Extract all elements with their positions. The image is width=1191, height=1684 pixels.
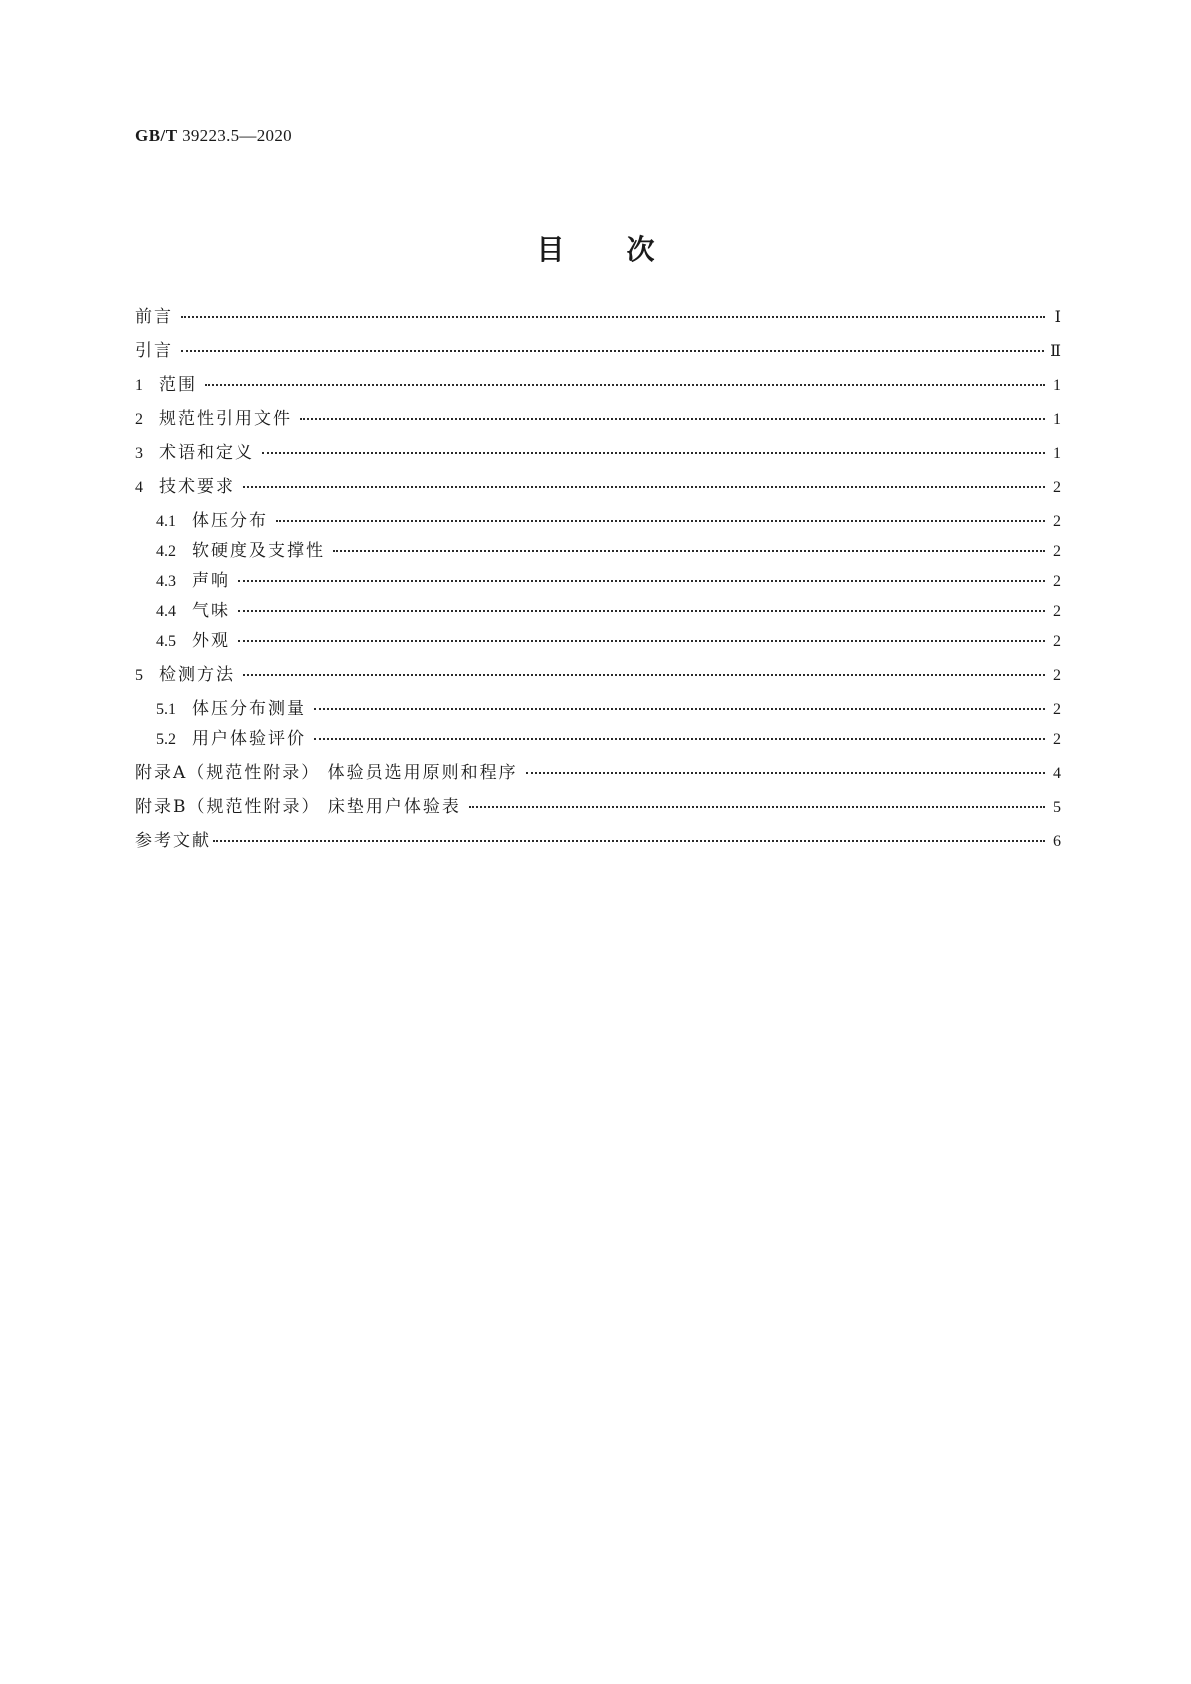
toc-entry-label: 前言 — [135, 307, 173, 327]
toc-leader-dots — [276, 518, 1045, 522]
toc-entry-5[interactable] — [135, 663, 1061, 687]
toc-leader-dots — [314, 706, 1045, 710]
toc-entry-page: Ⅱ — [1050, 343, 1061, 360]
toc-entry-number: 4.1 — [156, 513, 176, 530]
toc-entry-4-5[interactable] — [156, 629, 1061, 653]
toc-entry-number: 2 — [135, 411, 143, 428]
toc-entry-number: 4.3 — [156, 573, 176, 590]
toc-entry-label: 气味 — [192, 601, 230, 621]
toc-entry-5-2[interactable] — [156, 727, 1061, 751]
toc-entry-page: 2 — [1053, 513, 1061, 530]
toc-entry-label: 技术要求 — [159, 477, 235, 497]
toc-leader-dots — [238, 608, 1045, 612]
toc-entry-annex-a[interactable] — [135, 761, 1061, 785]
page-title — [0, 228, 1191, 268]
toc-leader-dots — [333, 548, 1045, 552]
toc-entry-label: 引言 — [135, 341, 173, 361]
toc-leader-dots — [238, 578, 1045, 582]
toc-leader-dots — [213, 838, 1045, 842]
toc-leader-dots — [314, 736, 1045, 740]
toc-entry-page: 2 — [1053, 667, 1061, 684]
toc-entry-label: 体压分布测量 — [192, 699, 306, 719]
toc-entry-label: 参考文献 — [135, 831, 211, 851]
toc-leader-dots — [469, 804, 1045, 808]
toc-entry-page: 6 — [1053, 833, 1061, 850]
toc-entry-page: 1 — [1053, 445, 1061, 462]
toc-entry-page: 2 — [1053, 731, 1061, 748]
toc-entry-label: 附录B（规范性附录） 床垫用户体验表 — [135, 797, 461, 817]
toc-entry-4-3[interactable] — [156, 569, 1061, 593]
toc-entry-page: 2 — [1053, 701, 1061, 718]
toc-entry-bibliography[interactable] — [135, 829, 1061, 853]
toc-leader-dots — [181, 314, 1045, 318]
toc-entry-page: 2 — [1053, 633, 1061, 650]
toc-entry-page: 2 — [1053, 543, 1061, 560]
toc-entry-page: 4 — [1053, 765, 1061, 782]
toc-entry-annex-b[interactable] — [135, 795, 1061, 819]
toc-entry-label: 用户体验评价 — [192, 729, 306, 749]
toc-entry-5-1[interactable] — [156, 697, 1061, 721]
toc-entry-page: 1 — [1053, 411, 1061, 428]
toc-leader-dots — [205, 382, 1045, 386]
toc-entry-4-1[interactable] — [156, 509, 1061, 533]
toc-entry-number: 5.2 — [156, 731, 176, 748]
toc-leader-dots — [243, 672, 1045, 676]
toc-entry-2[interactable] — [135, 407, 1061, 431]
toc-entry-label: 检测方法 — [159, 665, 235, 685]
toc-entry-label: 外观 — [192, 631, 230, 651]
document-number: 39223.5—2020 — [182, 126, 292, 145]
toc-entry-page: 5 — [1053, 799, 1061, 816]
toc-entry-label: 范围 — [159, 375, 197, 395]
toc-entry-number: 5.1 — [156, 701, 176, 718]
toc-entry-4-2[interactable] — [156, 539, 1061, 563]
toc-entry-label: 术语和定义 — [159, 443, 254, 463]
toc-entry-3[interactable] — [135, 441, 1061, 465]
toc-entry-page: 2 — [1053, 573, 1061, 590]
toc-leader-dots — [238, 638, 1045, 642]
toc-leader-dots — [181, 348, 1044, 352]
toc-leader-dots — [526, 770, 1045, 774]
toc-entry-number: 3 — [135, 445, 143, 462]
toc-leader-dots — [300, 416, 1045, 420]
toc-entry-page: 2 — [1053, 603, 1061, 620]
document-prefix: GB/T — [135, 126, 178, 145]
toc-entry-number: 4.5 — [156, 633, 176, 650]
title-char-1: 目 — [536, 233, 565, 266]
toc-entry-4[interactable] — [135, 475, 1061, 499]
toc-entry-foreword[interactable] — [135, 305, 1061, 329]
title-char-2: 次 — [626, 233, 655, 266]
toc-entry-number: 5 — [135, 667, 143, 684]
toc-entry-label: 附录A（规范性附录） 体验员选用原则和程序 — [135, 763, 518, 783]
toc-entry-page: 2 — [1053, 479, 1061, 496]
toc-leader-dots — [262, 450, 1045, 454]
toc-entry-4-4[interactable] — [156, 599, 1061, 623]
toc-entry-label: 规范性引用文件 — [159, 409, 292, 429]
toc-entry-1[interactable] — [135, 373, 1061, 397]
document-code — [135, 126, 292, 146]
toc-entry-number: 1 — [135, 377, 143, 394]
toc-entry-label: 体压分布 — [192, 511, 268, 531]
toc-entry-page: 1 — [1053, 377, 1061, 394]
toc-entry-label: 软硬度及支撑性 — [192, 541, 325, 561]
toc-entry-number: 4.4 — [156, 603, 176, 620]
toc-entry-number: 4.2 — [156, 543, 176, 560]
toc-entry-number: 4 — [135, 479, 143, 496]
toc-entry-introduction[interactable] — [135, 339, 1061, 363]
toc-leader-dots — [243, 484, 1045, 488]
toc-entry-label: 声响 — [192, 571, 230, 591]
toc-entry-page: Ⅰ — [1054, 309, 1061, 326]
